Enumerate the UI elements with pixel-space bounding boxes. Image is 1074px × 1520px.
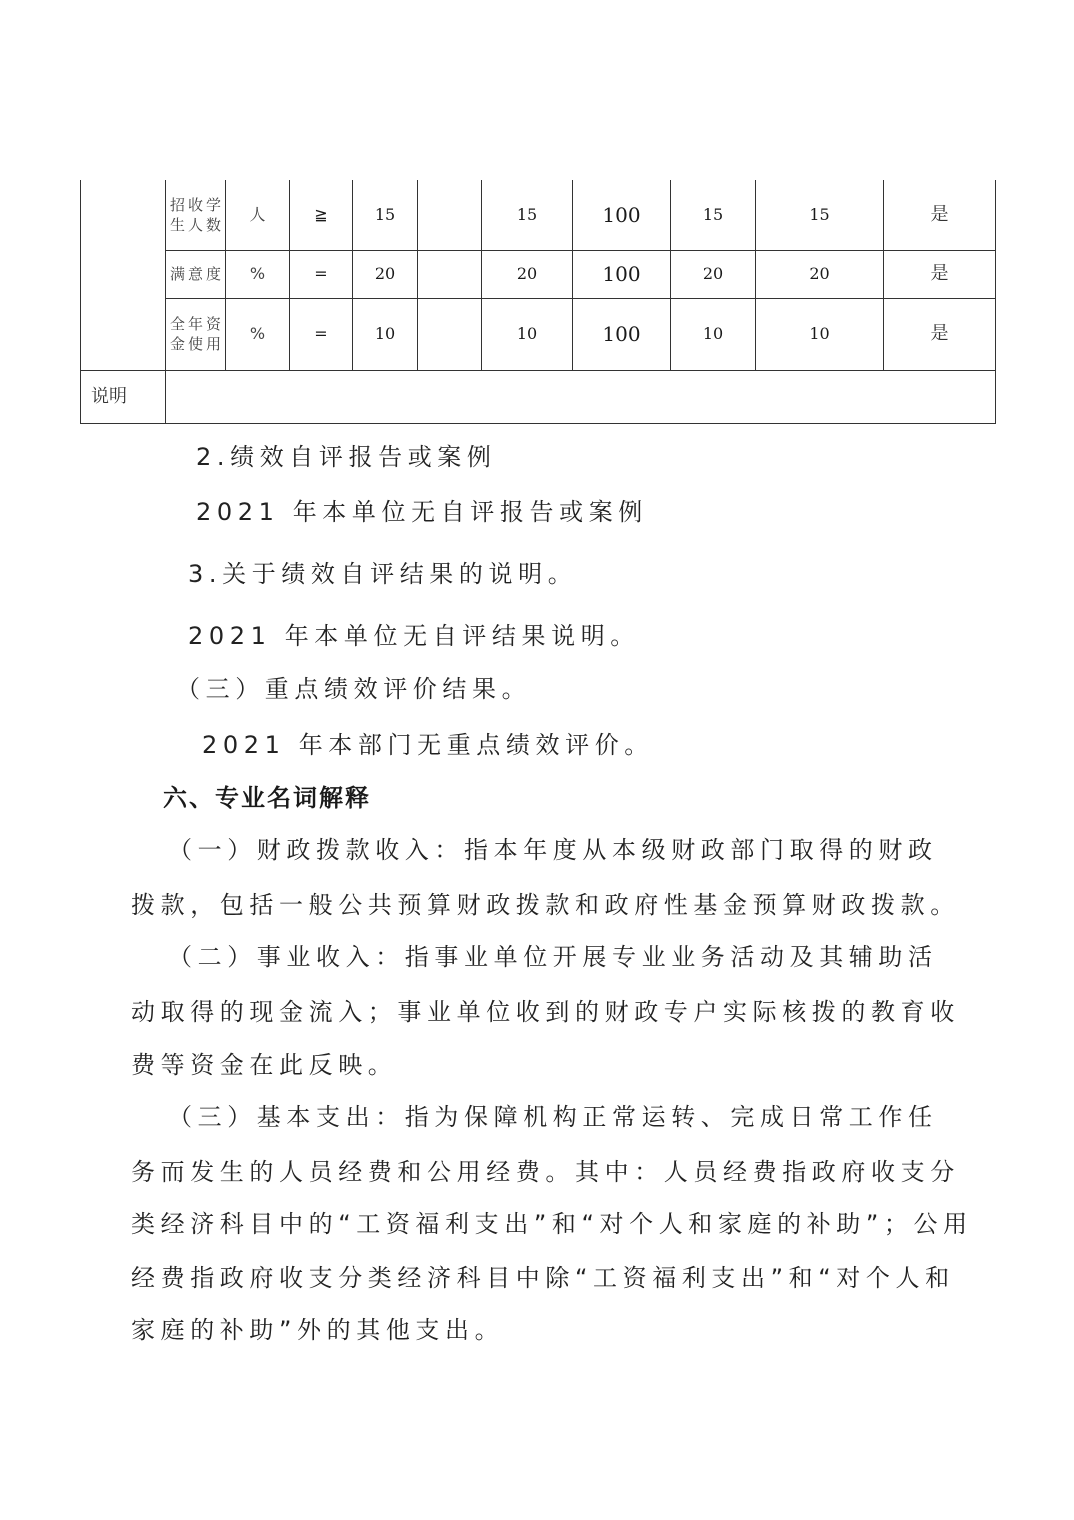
definition-2-line: 动取得的现金流入；事业单位收到的财政专户实际核拨的教育收 (131, 998, 960, 1026)
indicator-name: 全年资金使用 (166, 298, 226, 370)
section-2-body: 2021 年本单位无自评报告或案例 (196, 498, 648, 526)
value-cell: 100 (573, 250, 671, 298)
definition-2-line: 费等资金在此反映。 (131, 1051, 398, 1079)
table-row (81, 250, 996, 298)
value-cell: 15 (353, 180, 418, 250)
value-cell: 15 (756, 180, 884, 250)
value-cell: 15 (671, 180, 756, 250)
value-cell: 20 (756, 250, 884, 298)
achieved-cell: 是 (884, 250, 996, 298)
achieved-cell: 是 (884, 298, 996, 370)
value-cell (418, 250, 482, 298)
section-3-title: 3.关于绩效自评结果的说明。 (188, 560, 578, 588)
chapter-6-title: 六、专业名词解释 (163, 784, 371, 812)
value-cell: 10 (482, 298, 573, 370)
key-evaluation-body: 2021 年本部门无重点绩效评价。 (202, 731, 654, 759)
value-cell (418, 180, 482, 250)
value-cell: 100 (573, 180, 671, 250)
indicator-name: 招收学生人数 (166, 180, 226, 250)
performance-indicator-table (80, 180, 996, 424)
key-evaluation-title: （三）重点绩效评价结果。 (176, 675, 532, 703)
value-cell: 20 (482, 250, 573, 298)
definition-3-line: 类经济科目中的“工资福利支出”和“对个人和家庭的补助”；公用 (131, 1210, 973, 1238)
value-cell: 10 (756, 298, 884, 370)
unit-cell: % (226, 250, 290, 298)
operator-cell: = (290, 298, 353, 370)
table-row (81, 180, 996, 250)
section-2-title: 2.绩效自评报告或案例 (196, 443, 497, 471)
value-cell: 10 (671, 298, 756, 370)
note-value (166, 370, 996, 423)
definition-3-line: 经费指政府收支分类经济科目中除“工资福利支出”和“对个人和 (131, 1264, 955, 1292)
achieved-cell: 是 (884, 180, 996, 250)
section-3-body: 2021 年本单位无自评结果说明。 (188, 622, 640, 650)
definition-1-line: （一）财政拨款收入：指本年度从本级财政部门取得的财政 (168, 836, 938, 864)
operator-cell: = (290, 250, 353, 298)
definition-3-line: 务而发生的人员经费和公用经费。其中：人员经费指政府收支分 (131, 1158, 960, 1186)
note-row (81, 370, 996, 423)
definition-3-line: （三）基本支出：指为保障机构正常运转、完成日常工作任 (168, 1103, 938, 1131)
value-cell (418, 298, 482, 370)
definition-3-line: 家庭的补助”外的其他支出。 (131, 1316, 505, 1344)
category-cell (81, 180, 166, 370)
note-label: 说明 (81, 370, 166, 423)
value-cell: 100 (573, 298, 671, 370)
value-cell: 20 (353, 250, 418, 298)
table-row (81, 298, 996, 370)
unit-cell: % (226, 298, 290, 370)
unit-cell: 人 (226, 180, 290, 250)
indicator-name: 满意度 (166, 250, 226, 298)
definition-2-line: （二）事业收入：指事业单位开展专业业务活动及其辅助活 (168, 943, 938, 971)
value-cell: 10 (353, 298, 418, 370)
value-cell: 20 (671, 250, 756, 298)
value-cell: 15 (482, 180, 573, 250)
definition-1-line: 拨款，包括一般公共预算财政拨款和政府性基金预算财政拨款。 (131, 891, 960, 919)
operator-cell: ≧ (290, 180, 353, 250)
